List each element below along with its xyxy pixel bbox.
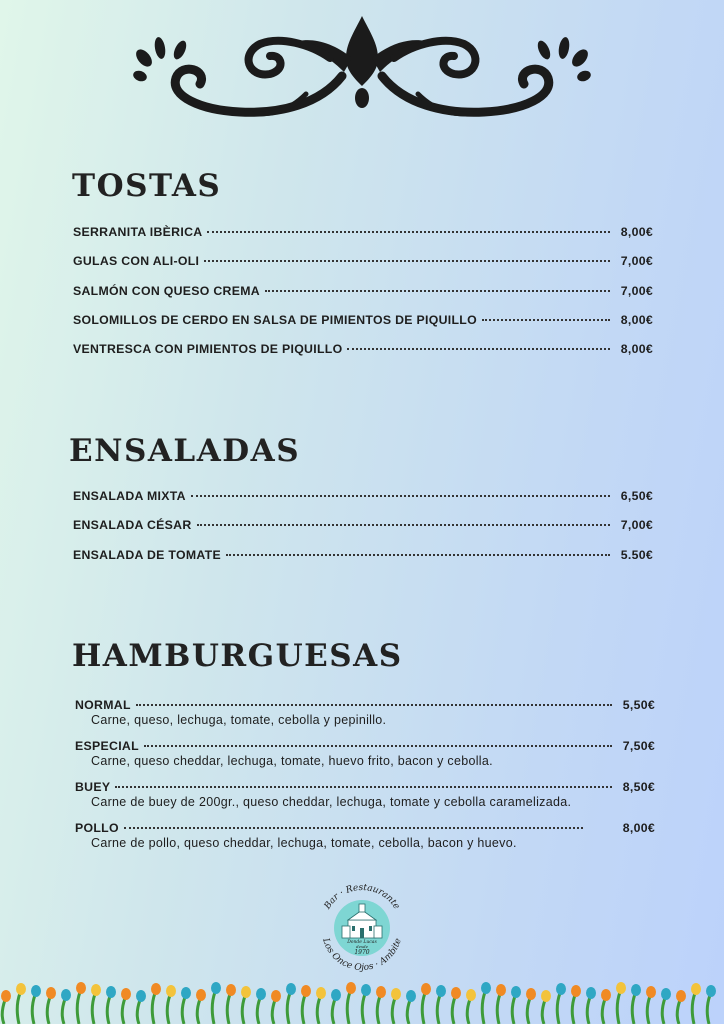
flower-bud: [421, 983, 431, 995]
menu-item: [73, 342, 653, 371]
flower-bud: [151, 983, 161, 995]
flower-bud: [31, 985, 41, 997]
item-price: 6,50€: [620, 489, 653, 503]
leaf: [482, 992, 485, 1024]
item-price: 7,00€: [620, 254, 653, 269]
menu-item: [73, 225, 653, 254]
leaf: [497, 994, 500, 1024]
logo-inner-year: 1970: [354, 949, 370, 956]
leaf: [107, 996, 110, 1024]
leaf: [152, 993, 155, 1024]
flower-bud: [106, 986, 116, 998]
leaf: [617, 992, 620, 1024]
flower-bud: [136, 990, 146, 1002]
dot-leader: [144, 745, 612, 747]
menu-item: [73, 548, 653, 577]
leaf: [92, 994, 95, 1024]
flower-bud: [406, 990, 416, 1002]
menu-item: [73, 284, 653, 313]
flower-bud: [181, 987, 191, 999]
leaf: [272, 1000, 275, 1024]
section-title-tostas: TOSTAS: [72, 168, 222, 204]
flower-bud: [196, 989, 206, 1001]
leaf: [662, 998, 665, 1024]
item-name: GULAS CON ALI-OLI: [73, 254, 200, 269]
flower-bud: [91, 984, 101, 996]
flower-bud: [631, 984, 641, 996]
item-description: Carne, queso, lechuga, tomate, cebolla y pepinillo.: [91, 713, 387, 727]
dot-leader: [191, 495, 610, 497]
flower-bud: [241, 986, 251, 998]
flower-bud: [571, 985, 581, 997]
leaf: [62, 999, 65, 1024]
flower-bud: [361, 984, 371, 996]
dot-leader: [136, 704, 612, 706]
leaf: [392, 998, 395, 1024]
dot-leader: [115, 786, 611, 788]
leaf: [602, 999, 605, 1024]
leaf: [647, 996, 650, 1024]
tostas-list: [73, 225, 653, 371]
flower-bud: [451, 987, 461, 999]
menu-item: [75, 739, 655, 768]
item-name: POLLO: [75, 821, 119, 835]
logo-bottom-text: Los Once Ojos · Ambite: [320, 937, 404, 974]
leaf: [347, 992, 350, 1024]
leaf: [257, 998, 260, 1024]
dot-leader: [265, 290, 610, 292]
flower-bud: [166, 985, 176, 997]
leaf: [2, 1000, 5, 1024]
leaf: [137, 1000, 140, 1024]
menu-item: [73, 254, 653, 283]
flower-bud: [211, 982, 221, 994]
leaf: [512, 996, 515, 1024]
logo-top-text: Bar · Restaurante: [322, 882, 402, 912]
flower-bud: [466, 989, 476, 1001]
flower-bud: [511, 986, 521, 998]
leaf: [362, 994, 365, 1024]
flower-bud: [1, 990, 11, 1002]
item-name: NORMAL: [75, 698, 131, 712]
leaf: [182, 997, 185, 1024]
leaf: [632, 994, 635, 1024]
item-name: ENSALADA DE TOMATE: [73, 547, 221, 562]
flower-bud: [526, 988, 536, 1000]
leaf: [212, 992, 215, 1024]
flower-bud: [16, 983, 26, 995]
leaf: [542, 1000, 545, 1024]
item-price: 7,00€: [620, 518, 653, 533]
leaf: [227, 994, 230, 1024]
leaf: [572, 995, 575, 1024]
leaf: [422, 993, 425, 1024]
item-price: 5,50€: [622, 698, 655, 712]
restaurant-logo: [314, 880, 410, 976]
leaf: [197, 999, 200, 1024]
item-name: BUEY: [75, 780, 111, 794]
flower-border: [0, 976, 724, 1024]
dot-leader: [347, 348, 609, 350]
flower-bud: [481, 982, 491, 994]
leaf: [527, 998, 530, 1024]
flower-bud: [496, 984, 506, 996]
leaf: [452, 997, 455, 1024]
flower-bud: [61, 989, 71, 1001]
leaf: [32, 995, 35, 1024]
item-price: 8,00€: [622, 821, 655, 835]
menu-item: [75, 698, 655, 727]
flower-bud: [646, 986, 656, 998]
item-name: SOLOMILLOS DE CERDO EN SALSA DE PIMIENTOS DE PIQUILLO: [73, 312, 477, 327]
flower-bud: [556, 983, 566, 995]
flower-bud: [121, 988, 131, 1000]
menu-item: [73, 313, 653, 342]
dot-leader: [482, 319, 610, 321]
flower-bud: [331, 989, 341, 1001]
flower-bud: [286, 983, 296, 995]
item-description: Carne de buey de 200gr., queso cheddar, lechuga, tomate y cebolla caramelizada.: [91, 795, 572, 809]
flower-bud: [601, 989, 611, 1001]
item-description: Carne, queso cheddar, lechuga, tomate, huevo frito, bacon y cebolla.: [91, 754, 493, 768]
section-title-hamburguesas: HAMBURGUESAS: [72, 638, 403, 674]
section-title-ensaladas: ENSALADAS: [69, 433, 301, 469]
leaf: [287, 993, 290, 1024]
flower-bud: [346, 982, 356, 994]
flower-bud: [436, 985, 446, 997]
leaf: [122, 998, 125, 1024]
item-price: 8,00€: [620, 312, 653, 327]
item-price: 7,50€: [622, 739, 655, 753]
item-price: 8,00€: [620, 342, 653, 357]
menu-item: [73, 489, 653, 518]
flower-bud: [391, 988, 401, 1000]
item-price: 7,00€: [620, 283, 653, 298]
leaf: [47, 997, 50, 1024]
flower-bud: [586, 987, 596, 999]
menu-item: [75, 780, 655, 809]
item-name: SERRANITA IBÈRICA: [73, 225, 203, 239]
leaf: [377, 996, 380, 1024]
flower-bud: [316, 987, 326, 999]
flower-bud: [271, 990, 281, 1002]
leaf: [587, 997, 590, 1024]
item-name: ENSALADA MIXTA: [73, 489, 186, 503]
item-name: VENTRESCA CON PIMIENTOS DE PIQUILLO: [73, 342, 343, 357]
leaf: [332, 999, 335, 1024]
item-price: 8,00€: [620, 225, 653, 239]
dot-leader: [207, 231, 609, 233]
logo-inner-line2: desde: [356, 944, 368, 949]
item-name: ENSALADA CÉSAR: [73, 518, 192, 533]
leaf: [707, 995, 710, 1024]
flower-bud: [616, 982, 626, 994]
leaf: [17, 993, 20, 1024]
menu-item: [75, 821, 655, 850]
leaf: [407, 1000, 410, 1024]
flower-bud: [661, 988, 671, 1000]
item-price: 5.50€: [620, 547, 653, 562]
flower-bud: [541, 990, 551, 1002]
hamburguesas-list: [75, 698, 655, 862]
dot-leader: [197, 524, 610, 526]
leaf: [317, 997, 320, 1024]
decorative-ornament: [130, 14, 594, 132]
flower-bud: [256, 988, 266, 1000]
item-price: 8,50€: [622, 780, 655, 794]
flower-bud: [691, 983, 701, 995]
flower-bud: [301, 985, 311, 997]
dot-leader: [204, 260, 609, 262]
flower-bud: [376, 986, 386, 998]
flower-bud: [676, 990, 686, 1002]
item-name: SALMÓN CON QUESO CREMA: [73, 283, 260, 298]
ensaladas-list: [73, 489, 653, 577]
item-description: Carne de pollo, queso cheddar, lechuga, tomate, cebolla, bacon y huevo.: [91, 836, 517, 850]
flower-bud: [76, 982, 86, 994]
menu-item: [73, 518, 653, 547]
leaf: [167, 995, 170, 1024]
leaf: [467, 999, 470, 1024]
leaf: [302, 995, 305, 1024]
flower-bud: [706, 985, 716, 997]
leaf: [242, 996, 245, 1024]
dot-leader: [226, 554, 610, 556]
leaf: [77, 992, 80, 1024]
dot-leader: [124, 827, 583, 829]
leaf: [677, 1000, 680, 1024]
flower-bud: [46, 987, 56, 999]
leaf: [692, 993, 695, 1024]
item-name: ESPECIAL: [75, 739, 139, 753]
logo-inner-line1: Donde Lucas: [347, 940, 377, 945]
leaf: [437, 995, 440, 1024]
flower-bud: [226, 984, 236, 996]
leaf: [557, 993, 560, 1024]
